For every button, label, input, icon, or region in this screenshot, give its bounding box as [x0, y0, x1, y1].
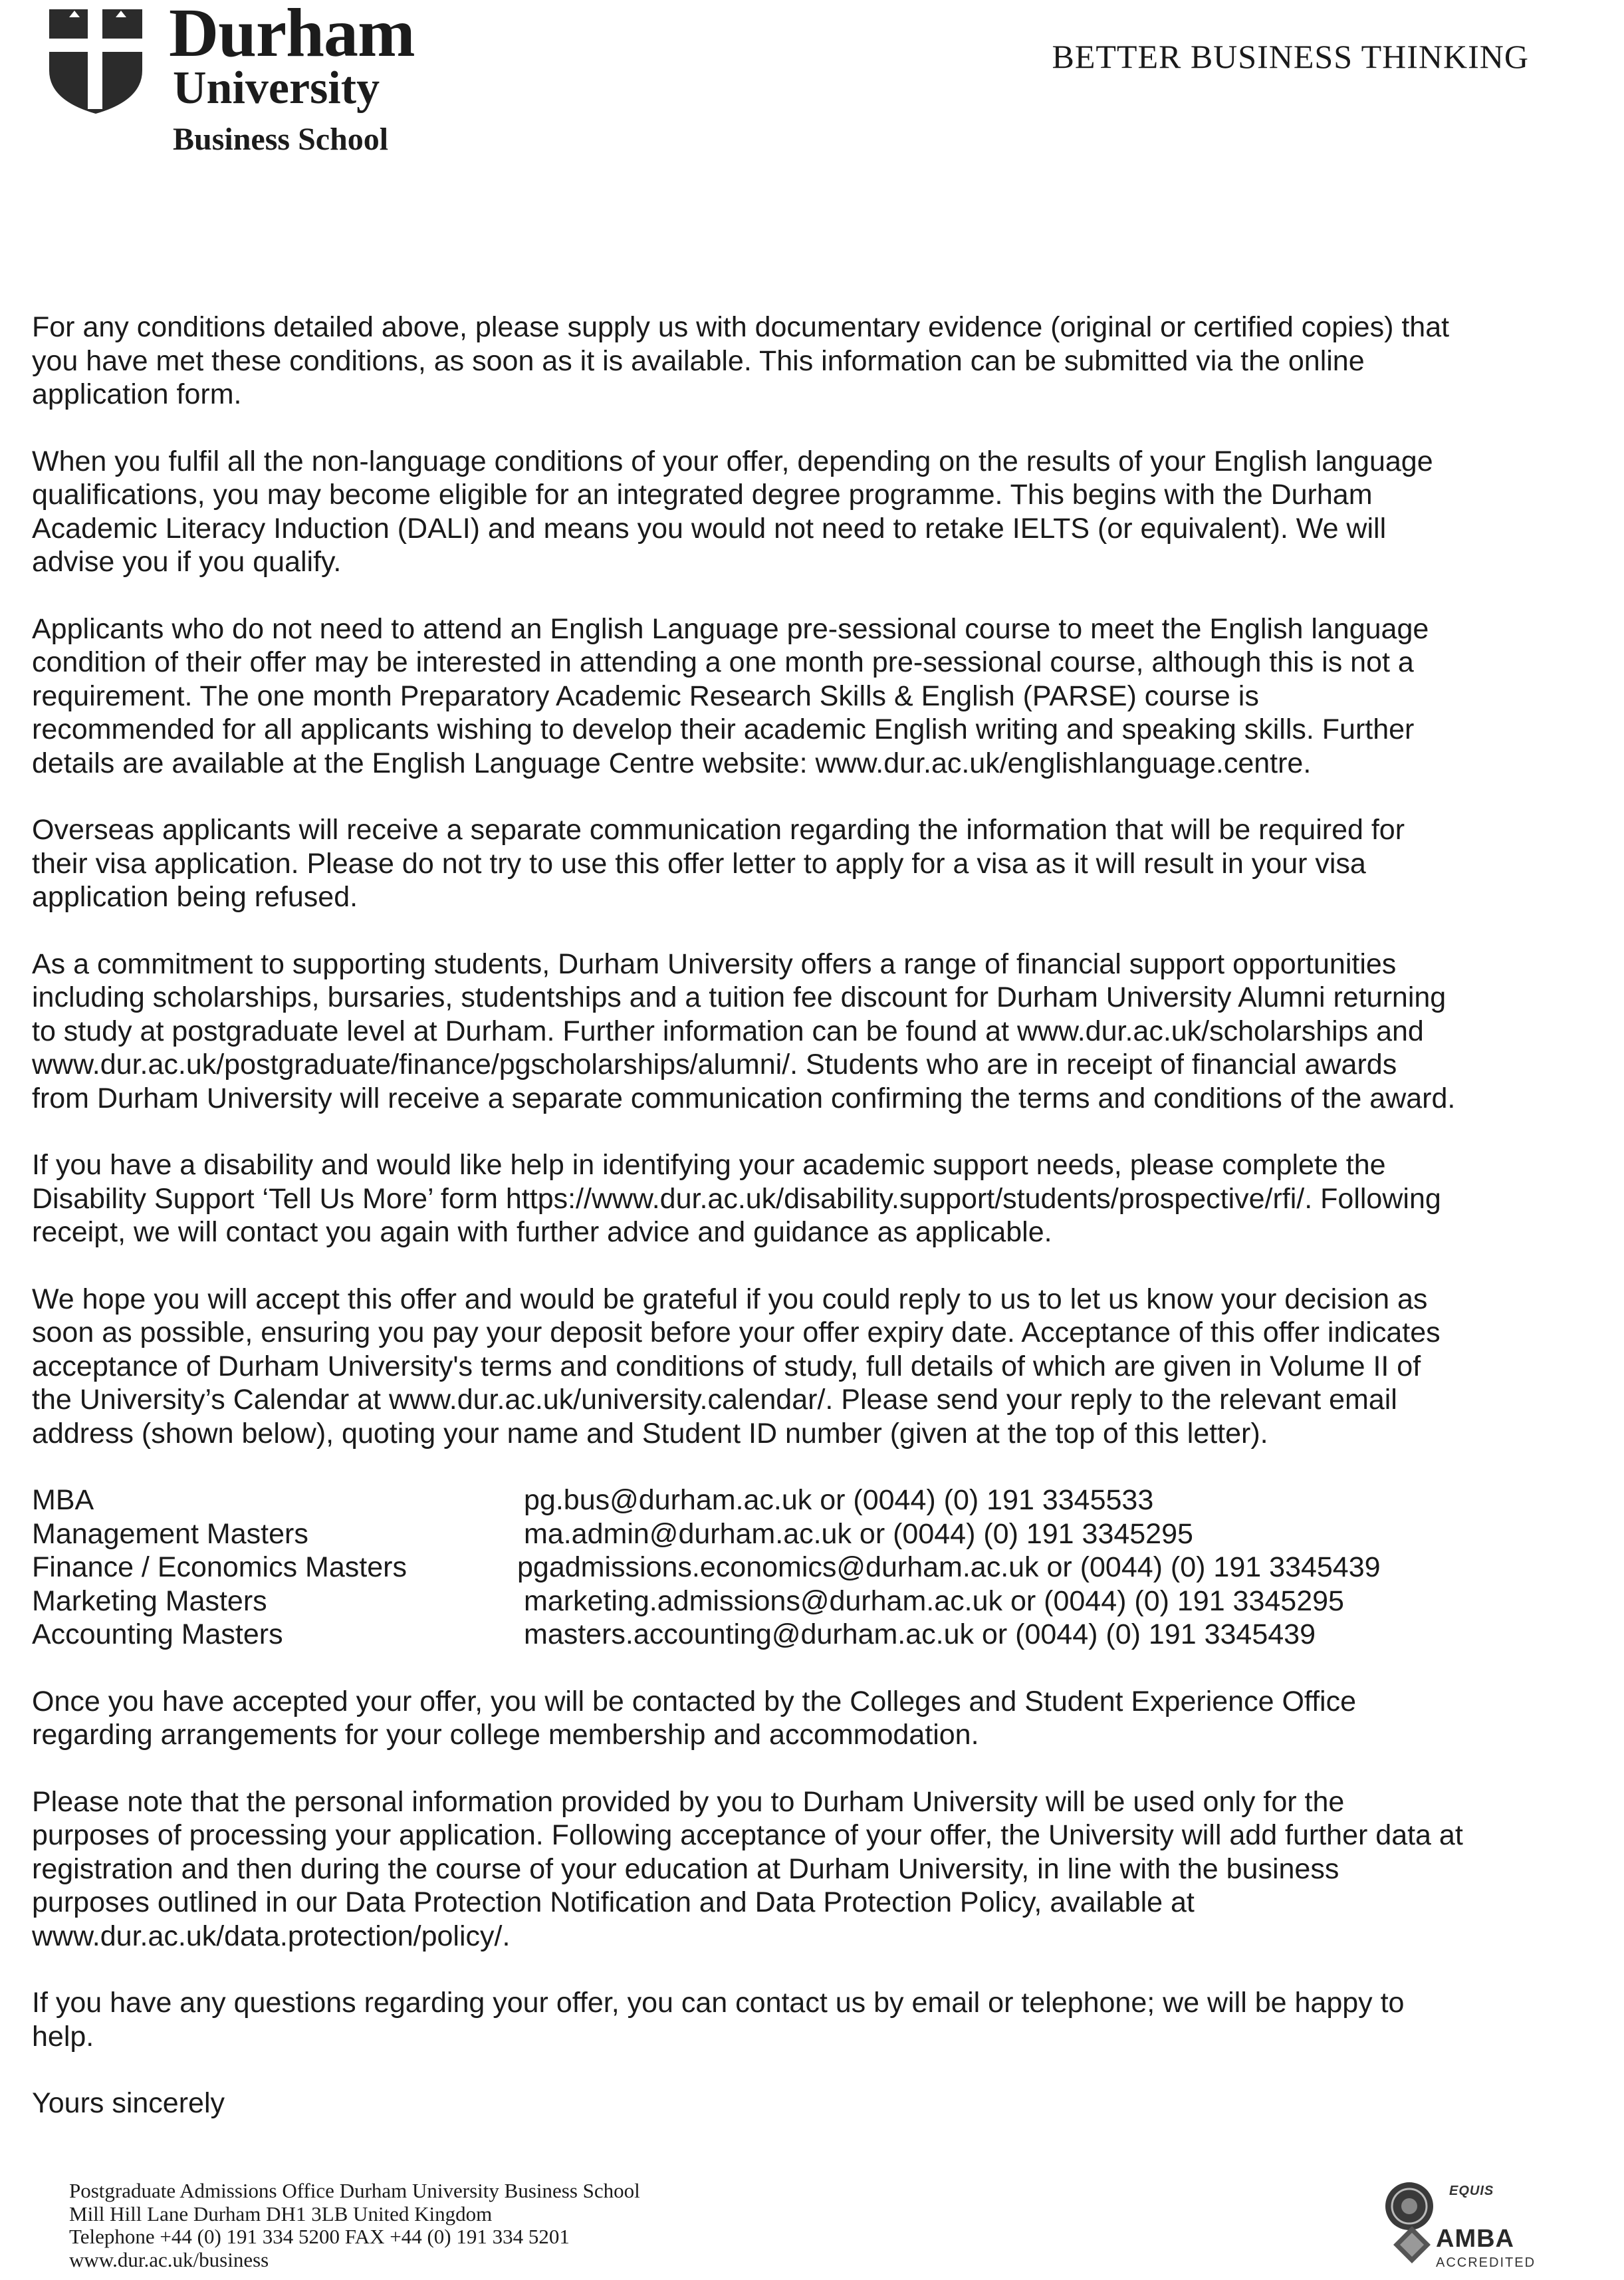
- contact-detail: masters.accounting@durham.ac.uk or (0044) (0) 191 3345439: [524, 1618, 1316, 1650]
- paragraph-disability: If you have a disability and would like help in identifying your academic support needs, please complete the Disability Support ‘Tell Us More’ form https://www.dur.ac.uk/disability.support/students/prospective/rfi/. Following receipt, we will contact you again with further advice and guidance as applicable.: [32, 1149, 1441, 1248]
- equis-label: EQUIS: [1449, 2184, 1494, 2198]
- contact-category: Management Masters: [32, 1517, 308, 1550]
- footer-office: Postgraduate Admissions Office Durham University Business School: [69, 2179, 640, 2202]
- paragraph-financial-support: As a commitment to supporting students, Durham University offers a range of financial support opportunities including scholarships, bursaries, studentships and a tuition fee discount for Durham University Alumni returning to study at postgraduate level at Durham. Further information can be found at www.dur.ac.uk/scholarships and www.dur.ac.uk/postgraduate/finance/pgscholarships/alumni/. Students who are in receipt of financial awards from Durham University will receive a separate communication confirming the terms and conditions of the award.: [32, 948, 1456, 1114]
- amba-accredited-label: ACCREDITED: [1436, 2255, 1536, 2270]
- contact-row: [32, 1551, 1601, 1584]
- paragraph-questions: If you have any questions regarding your offer, you can contact us by email or telephone; we will be happy to help.: [32, 1987, 1405, 2053]
- paragraph-presessional: Applicants who do not need to attend an English Language pre-sessional course to meet the English language condition of their offer may be interested in attending a one month pre-sessional course, although this is not a requirement. The one month Preparatory Academic Research Skills & English (PARSE) course is recommended for all applicants wishing to develop their academic English writing and speaking skills. Further details are available at the English Language Centre website: www.dur.ac.uk/englishlanguage.centre.: [32, 612, 1429, 779]
- contacts-list: [32, 1483, 1601, 1652]
- contact-row: [32, 1584, 1601, 1618]
- logo-word-business-school: Business School: [173, 122, 389, 157]
- contact-category: Finance / Economics Masters: [32, 1551, 407, 1583]
- paragraph-visa: Overseas applicants will receive a separate communication regarding the information that will be required for their visa application. Please do not try to use this offer letter to apply for a visa as it will result in your visa application being refused.: [32, 814, 1405, 913]
- contact-detail: marketing.admissions@durham.ac.uk or (0044) (0) 191 3345295: [524, 1584, 1344, 1617]
- paragraph-data-protection: Please note that the personal information provided by you to Durham University will be used only for the purposes of processing your application. Following acceptance of your offer, the University will add further data at registration and then during the course of your education at Durham University, in line with the business purposes outlined in our Data Protection Notification and Data Protection Policy, available at www.dur.ac.uk/data.protection/policy/.: [32, 1785, 1463, 1952]
- tagline: BETTER BUSINESS THINKING: [1052, 38, 1529, 75]
- contact-row: [32, 1483, 1601, 1517]
- contact-detail: pg.bus@durham.ac.uk or (0044) (0) 191 3345533: [524, 1484, 1154, 1516]
- closing-salutation: Yours sincerely: [32, 2087, 225, 2119]
- letter-body: [32, 311, 1601, 2120]
- amba-diamond-icon: [1391, 2223, 1433, 2266]
- contact-row: [32, 1618, 1601, 1652]
- paragraph-colleges: Once you have accepted your offer, you will be contacted by the Colleges and Student Experience Office regarding arrangements for your college membership and accommodation.: [32, 1685, 1356, 1751]
- footer-street: Mill Hill Lane Durham DH1 3LB United Kingdom: [69, 2202, 493, 2225]
- footer-website: www.dur.ac.uk/business: [69, 2247, 269, 2271]
- contact-detail: ma.admin@durham.ac.uk or (0044) (0) 191 3345295: [524, 1517, 1193, 1550]
- logo-word-university: University: [173, 63, 380, 114]
- paragraph-integrated-programme: When you fulfil all the non-language conditions of your offer, depending on the results of your English language qualifications, you may become eligible for an integrated degree programme. This begins with the Durham Academic Literacy Induction (DALI) and means you would not need to retake IELTS (or equivalent). We will advise you if you qualify.: [32, 445, 1433, 578]
- amba-label: AMBA: [1436, 2225, 1514, 2253]
- footer-address: [69, 2180, 640, 2271]
- contact-category: Marketing Masters: [32, 1584, 267, 1617]
- footer-phone: Telephone +44 (0) 191 334 5200 FAX +44 (0) 191 334 5201: [69, 2225, 570, 2248]
- contact-detail: pgadmissions.economics@durham.ac.uk or (0044) (0) 191 3345439: [517, 1551, 1381, 1583]
- contact-category: MBA: [32, 1484, 94, 1516]
- contact-category: Accounting Masters: [32, 1618, 283, 1650]
- paragraph-conditions: For any conditions detailed above, please supply us with documentary evidence (original or certified copies) that you have met these conditions, as soon as it is available. This information can be submitted via the online application form.: [32, 311, 1450, 410]
- contact-row: [32, 1517, 1601, 1551]
- durham-logo: [43, 0, 455, 157]
- paragraph-accept-offer: We hope you will accept this offer and would be grateful if you could reply to us to let us know your decision as soon as possible, ensuring you pay your deposit before your offer expiry date. Acceptance of this offer indicates acceptance of Durham University's terms and conditions of study, full details of which are given in Volume II of the University’s Calendar at www.dur.ac.uk/university.calendar/. Please send your reply to the relevant email address (shown below), quoting your name and Student ID number (given at the top of this letter).: [32, 1283, 1441, 1450]
- university-crest-icon: [43, 4, 175, 117]
- logo-word-durham: Durham: [169, 0, 415, 71]
